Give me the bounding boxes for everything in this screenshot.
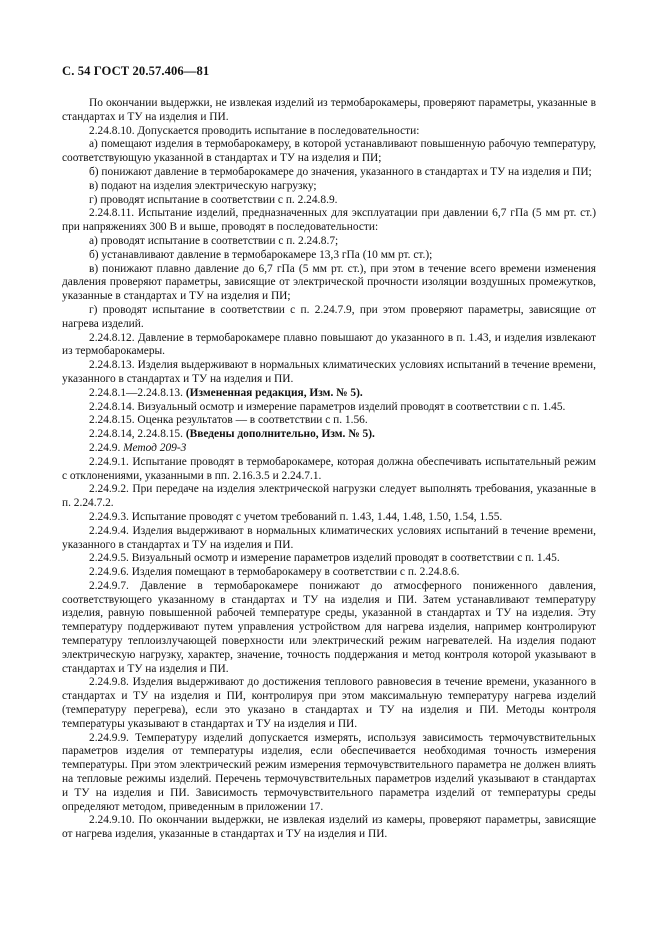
paragraph: 2.24.9.1. Испытание проводят в термобарокамере, которая должна обеспечивать испытательный режим с отклонениями, указанными в пп. 2.16.3.5 и 2.24.7.1. [62, 455, 596, 482]
paragraph: 2.24.9.4. Изделия выдерживают в нормальных климатических условиях испытаний в течение времени, указанного в стандартах и ТУ на изделия и ПИ. [62, 524, 596, 551]
paragraph: в) понижают плавно давление до 6,7 гПа (5 мм рт. ст.), при этом в течение всего времени изменения давления проверяют параметры, зависящие от электрической прочности изоляции воздушных промежутков, указанные в стандартах и ТУ на изделия и ПИ; [62, 262, 596, 303]
method-title: Метод 209-3 [123, 441, 187, 454]
paragraph: в) подают на изделия электрическую нагрузку; [89, 179, 317, 192]
paragraph: г) проводят испытание в соответствии с п. 2.24.7.9, при этом проверяют параметры, зависящие от нагрева изделий. [62, 303, 596, 330]
paragraph: 2.24.9.3. Испытание проводят с учетом требований п. 1.43, 1.44, 1.48, 1.50, 1.54, 1.55. [89, 510, 503, 523]
paragraph: 2.24.9.2. При передаче на изделия электрической нагрузки следует выполнять требования, указанные в п. 2.24.7.2. [62, 483, 596, 510]
paragraph: а) помещают изделия в термобарокамеру, в которой устанавливают повышенную рабочую температуру, соответствующую указанной в стандартах и ТУ на изделия и ПИ; [62, 138, 596, 165]
paragraph: б) устанавливают давление в термобарокамере 13,3 гПа (10 мм рт. ст.); [89, 248, 433, 261]
paragraph: По окончании выдержки, не извлекая изделий из термобарокамеры, проверяют параметры, указанные в стандартах и ТУ на изделия и ПИ. [62, 97, 596, 123]
amendment-note: (Измененная редакция, Изм. № 5). [185, 386, 363, 399]
paragraph: 2.24.8.13. Изделия выдерживают в нормальных климатических условиях испытаний в течение времени, указанного в стандартах и ТУ на изделия и ПИ. [62, 359, 596, 385]
paragraph: 2.24.8.14. Визуальный осмотр и измерение параметров изделий проводят в соответствии с п. 1.45. [89, 400, 566, 413]
paragraph: г) проводят испытание в соответствии с п. 2.24.8.9. [89, 193, 338, 206]
page-header: С. 54 ГОСТ 20.57.406—81 [62, 64, 210, 78]
amendment-note: (Введены дополнительно, Изм. № 5). [185, 428, 375, 441]
paragraph: 2.24.8.11. Испытание изделий, предназначенных для эксплуатации при давлении 6,7 гПа (5 мм рт. ст.) при напряжениях 300 В и выше, проводят в последовательности: [62, 207, 596, 234]
paragraph: 2.24.9.10. По окончании выдержки, не извлекая изделий из камеры, проверяют параметры, зависящие от нагрева изделия, указанные в стандартах и ТУ на изделия и ПИ. [62, 814, 596, 841]
paragraph: 2.24.9.8. Изделия выдерживают до достижения теплового равновесия в течение времени, указанного в стандартах и ТУ на изделия и ПИ, контролируя при этом максимальную температуру нагрева изделий (температуру перегрева), если это указано в стандартах и ТУ на изделия и ПИ. Методы контроля температуры указывают в стандартах и ТУ на изделия и ПИ. [62, 676, 596, 730]
section-heading: 2.24.9. Метод 209-3 [89, 441, 187, 454]
paragraph: 2.24.8.14, 2.24.8.15. (Введены дополнительно, Изм. № 5). [89, 428, 375, 441]
paragraph: 2.24.8.1—2.24.8.13. (Измененная редакция, Изм. № 5). [89, 386, 363, 399]
paragraph: 2.24.8.12. Давление в термобарокамере плавно повышают до указанного в п. 1.43, и изделия извлекают из термобарокамеры. [62, 331, 596, 358]
paragraph: б) понижают давление в термобарокамере до значения, указанного в стандартах и ТУ на изделия и ПИ; [89, 165, 592, 178]
paragraph: 2.24.8.15. Оценка результатов — в соответствии с п. 1.56. [89, 414, 368, 427]
document-body [62, 97, 596, 842]
paragraph: 2.24.9.6. Изделия помещают в термобарокамеру в соответствии с п. 2.24.8.6. [89, 566, 460, 579]
paragraph: 2.24.9.9. Температуру изделий допускается измерять, используя зависимость термочувствительных параметров изделия от температуры изделия, если обеспечивается необходимая точность измерения температуры. При этом электрический режим измерения термочувствительного параметра не должен влиять на тепловые режимы изделий. Перечень термочувствительных параметров изделий указывают в стандартах и ТУ на изделия и ПИ. Зависимость термочувствительного параметра изделий от температуры среды определяют методом, приведенным в приложении 17. [62, 731, 596, 813]
paragraph: 2.24.8.10. Допускается проводить испытание в последовательности: [89, 124, 420, 137]
paragraph: 2.24.9.5. Визуальный осмотр и измерение параметров изделий проводят в соответствии с п. 1.45. [89, 552, 560, 565]
paragraph: 2.24.9.7. Давление в термобарокамере понижают до атмосферного пониженного давления, соответствующего указанному в стандартах и ТУ на изделия и ПИ. Затем устанавливают температуру изделия, равную повышенной рабочей температуре среды, указанной в стандартах и ТУ на изделия. Эту температуру поддерживают путем управления устройством для нагрева изделия, например контролируют температуру теплоизлучающей поверхности или электрический режим нагревателей. На изделия подают электрическую нагрузку, характер, значение, точность поддержания и метод контроля которой указывают в стандартах и ТУ на изделия и ПИ. [62, 579, 596, 675]
paragraph: а) проводят испытание в соответствии с п. 2.24.8.7; [89, 234, 339, 247]
